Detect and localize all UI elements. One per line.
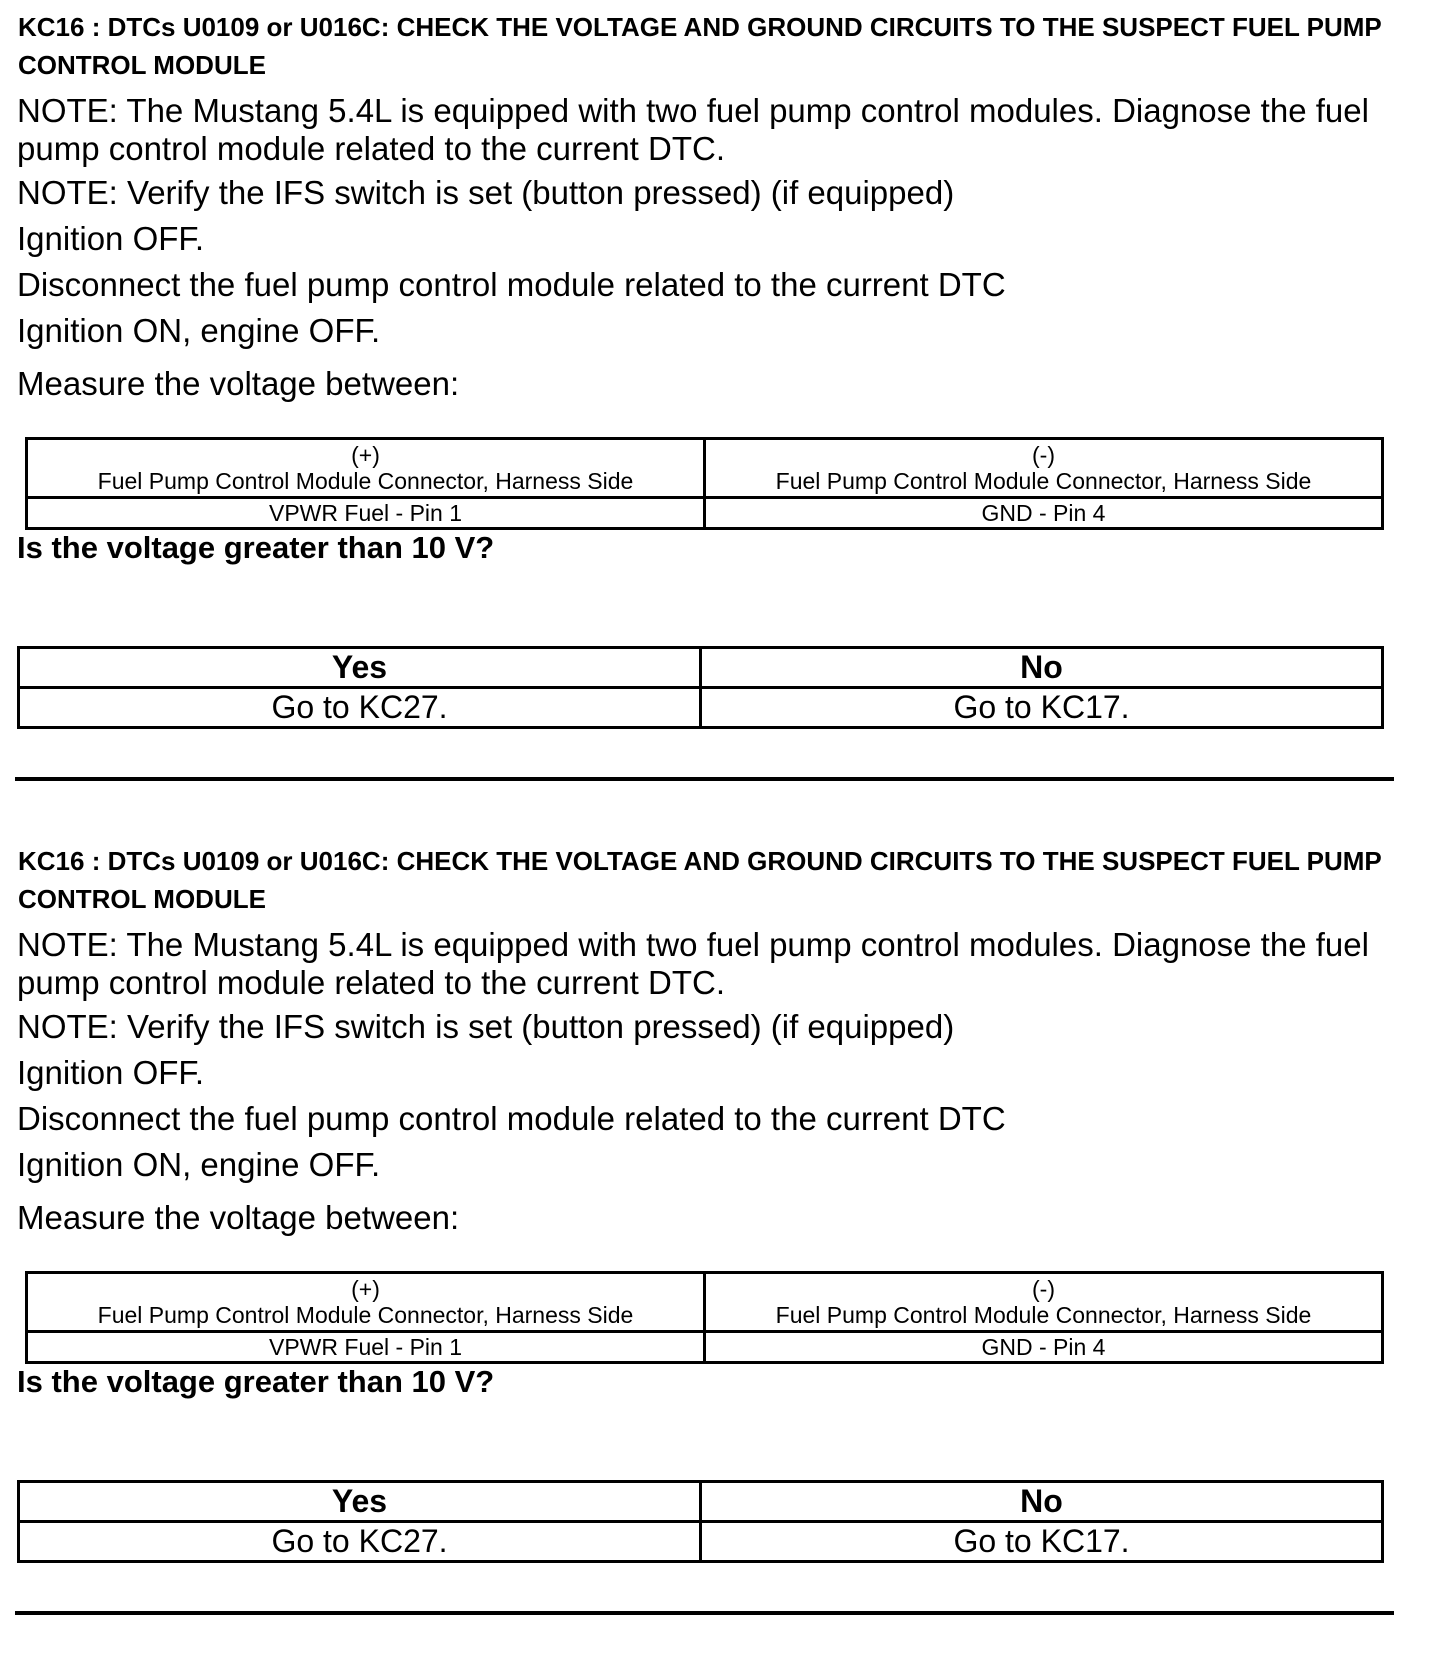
negative-connector-label: Fuel Pump Control Module Connector, Harness Side — [775, 1302, 1312, 1328]
measurement-table — [25, 1271, 1384, 1364]
positive-symbol: (+) — [351, 1276, 380, 1302]
step-heading: KC16 : DTCs U0109 or U016C: CHECK THE VOLTAGE AND GROUND CIRCUITS TO THE SUSPECT FUEL PUMP CONTROL MODULE — [18, 846, 1382, 914]
section-divider — [15, 777, 1394, 781]
positive-probe-header — [27, 1273, 705, 1332]
negative-pin-value: GND - Pin 4 — [705, 498, 1383, 529]
measurement-value-row — [27, 1332, 1383, 1363]
positive-connector-label: Fuel Pump Control Module Connector, Harness Side — [97, 1302, 634, 1328]
diagnostic-step-section — [0, 834, 1440, 1654]
result-action-row — [19, 1522, 1383, 1562]
measurement-table — [25, 437, 1384, 530]
instruction-measure-voltage: Measure the voltage between: — [17, 365, 460, 402]
instruction-ignition-on: Ignition ON, engine OFF. — [17, 312, 381, 349]
positive-symbol: (+) — [351, 442, 380, 468]
voltage-question: Is the voltage greater than 10 V? — [17, 1364, 495, 1399]
no-action: Go to KC17. — [701, 688, 1383, 728]
result-header-row — [19, 648, 1383, 688]
result-header-row — [19, 1482, 1383, 1522]
note-ifs-switch: NOTE: Verify the IFS switch is set (button pressed) (if equipped) — [17, 174, 955, 211]
measurement-header-row — [27, 1273, 1383, 1332]
yes-header: Yes — [19, 648, 701, 688]
note-two-modules: NOTE: The Mustang 5.4L is equipped with two fuel pump control modules. Diagnose the fuel pump control module related to the current DTC. — [17, 926, 1369, 1001]
instruction-measure-voltage: Measure the voltage between: — [17, 1199, 460, 1236]
result-table — [17, 646, 1384, 729]
negative-connector-label: Fuel Pump Control Module Connector, Harness Side — [775, 468, 1312, 494]
measurement-header-row — [27, 439, 1383, 498]
instruction-disconnect-module: Disconnect the fuel pump control module related to the current DTC — [17, 1100, 1006, 1137]
no-action: Go to KC17. — [701, 1522, 1383, 1562]
voltage-question: Is the voltage greater than 10 V? — [17, 530, 495, 565]
step-heading: KC16 : DTCs U0109 or U016C: CHECK THE VOLTAGE AND GROUND CIRCUITS TO THE SUSPECT FUEL PUMP CONTROL MODULE — [18, 12, 1382, 80]
negative-probe-header — [705, 439, 1383, 498]
measurement-value-row — [27, 498, 1383, 529]
diagnostic-step-section — [0, 0, 1440, 820]
negative-pin-value: GND - Pin 4 — [705, 1332, 1383, 1363]
yes-action: Go to KC27. — [19, 1522, 701, 1562]
negative-probe-header — [705, 1273, 1383, 1332]
section-divider — [15, 1611, 1394, 1615]
note-two-modules: NOTE: The Mustang 5.4L is equipped with two fuel pump control modules. Diagnose the fuel pump control module related to the current DTC. — [17, 92, 1369, 167]
instruction-disconnect-module: Disconnect the fuel pump control module related to the current DTC — [17, 266, 1006, 303]
instruction-ignition-off: Ignition OFF. — [17, 1054, 205, 1091]
yes-action: Go to KC27. — [19, 688, 701, 728]
no-header: No — [701, 648, 1383, 688]
result-action-row — [19, 688, 1383, 728]
positive-probe-header — [27, 439, 705, 498]
instruction-ignition-off: Ignition OFF. — [17, 220, 205, 257]
yes-header: Yes — [19, 1482, 701, 1522]
positive-pin-value: VPWR Fuel - Pin 1 — [27, 498, 705, 529]
result-table — [17, 1480, 1384, 1563]
note-ifs-switch: NOTE: Verify the IFS switch is set (button pressed) (if equipped) — [17, 1008, 955, 1045]
negative-symbol: (-) — [1032, 1276, 1055, 1302]
instruction-ignition-on: Ignition ON, engine OFF. — [17, 1146, 381, 1183]
positive-pin-value: VPWR Fuel - Pin 1 — [27, 1332, 705, 1363]
positive-connector-label: Fuel Pump Control Module Connector, Harness Side — [97, 468, 634, 494]
no-header: No — [701, 1482, 1383, 1522]
negative-symbol: (-) — [1032, 442, 1055, 468]
